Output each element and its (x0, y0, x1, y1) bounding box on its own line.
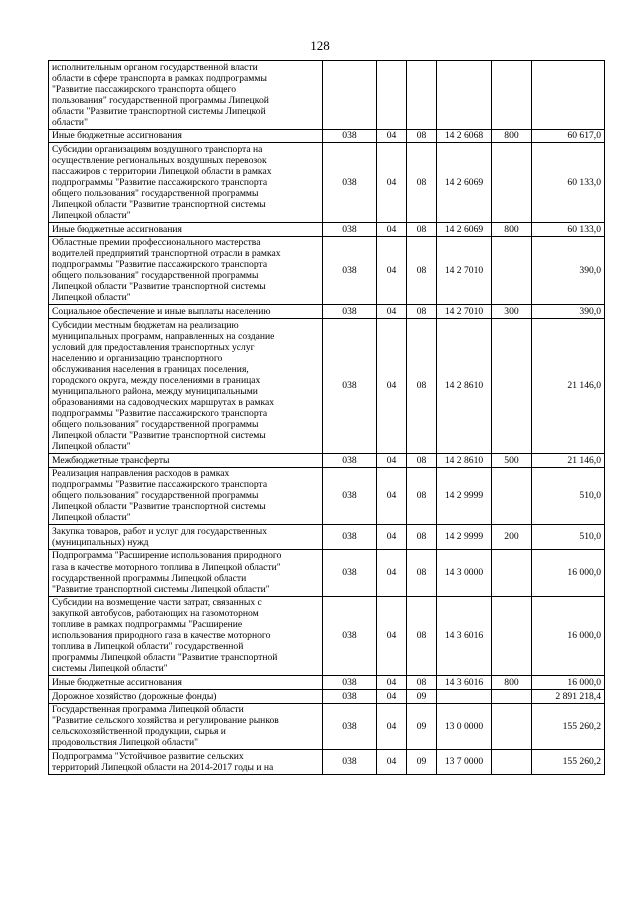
item-name-line: подпрограммы "Развитие пассажирского транспорта (52, 479, 268, 491)
table-row (49, 319, 605, 454)
section-code-cell (377, 61, 407, 130)
item-name-line: муниципального района, между муниципальными (52, 385, 258, 397)
item-name-line: исполнительным органом государственной власти (52, 61, 258, 73)
section-code-cell: 04 (377, 236, 407, 305)
item-name-line: области" (52, 116, 88, 128)
admin-code-cell: 038 (323, 549, 377, 596)
item-name-cell (49, 676, 323, 690)
item-name-line: подпрограммы "Развитие пассажирского транспорта (52, 259, 268, 271)
target-article-cell: 14 2 8610 (437, 319, 492, 454)
section-code-cell: 04 (377, 690, 407, 704)
item-name-line: программы Липецкой области "Развитие транспортной (52, 652, 278, 664)
item-name-line: Иные бюджетные ассигнования (52, 130, 182, 142)
item-name-cell (49, 223, 323, 237)
item-name-line: Липецкой области" (52, 210, 131, 222)
item-name-line: системы Липецкой области" (52, 663, 168, 675)
table-row (49, 236, 605, 305)
item-name-line: Социальное обеспечение и иные выплаты населению (52, 305, 271, 317)
amount-cell: 21 146,0 (532, 454, 605, 468)
section-code-cell: 04 (377, 223, 407, 237)
section-code-cell: 04 (377, 750, 407, 775)
item-name-line: "Развитие сельского хозяйства и регулирование рынков (52, 715, 279, 727)
section-code-cell: 04 (377, 129, 407, 143)
target-article-cell: 13 7 0000 (437, 750, 492, 775)
item-name-cell (49, 596, 323, 676)
item-name-line: государственной программы Липецкой области (52, 572, 247, 584)
table-row (49, 467, 605, 525)
expense-type-cell (492, 143, 532, 223)
subsection-code-cell: 08 (407, 129, 437, 143)
section-code-cell: 04 (377, 143, 407, 223)
item-name-cell (49, 703, 323, 750)
target-article-cell: 14 2 6069 (437, 223, 492, 237)
item-name-line: Дорожное хозяйство (дорожные фонды) (52, 690, 217, 702)
target-article-cell: 14 2 7010 (437, 236, 492, 305)
subsection-code-cell: 09 (407, 703, 437, 750)
expense-type-cell (492, 236, 532, 305)
item-name-line: Липецкой области "Развитие транспортной системы (52, 430, 266, 441)
item-name-cell (49, 690, 323, 704)
expense-type-cell (492, 319, 532, 454)
admin-code-cell: 038 (323, 454, 377, 468)
item-name-line: подпрограммы "Развитие пассажирского транспорта (52, 176, 268, 188)
table-row (49, 454, 605, 468)
item-name-line: Подпрограмма "Расширение использования природного (52, 550, 282, 562)
expense-type-cell: 800 (492, 129, 532, 143)
table-row (49, 596, 605, 676)
item-name-line: "Развитие пассажирского транспорта общего (52, 83, 237, 95)
target-article-cell (437, 690, 492, 704)
item-name-line: Липецкой области "Развитие транспортной системы (52, 501, 266, 513)
section-code-cell: 04 (377, 549, 407, 596)
item-name-line: Подпрограмма "Устойчивое развитие сельских (52, 750, 244, 762)
item-name-line: топлива в Липецкой области" государственной (52, 641, 244, 653)
item-name-line: (муниципальных) нужд (52, 536, 149, 548)
item-name-line: населению и организацию транспортного (52, 352, 223, 364)
subsection-code-cell: 08 (407, 454, 437, 468)
amount-cell (532, 61, 605, 130)
table-row (49, 525, 605, 550)
subsection-code-cell: 08 (407, 305, 437, 319)
section-code-cell: 04 (377, 467, 407, 525)
admin-code-cell: 038 (323, 676, 377, 690)
expense-type-cell: 300 (492, 305, 532, 319)
item-name-line: городского округа, между поселениями в границах (52, 374, 261, 386)
item-name-line: области "Развитие транспортной системы Липецкой (52, 105, 266, 117)
item-name-cell (49, 319, 323, 454)
item-name-line: Иные бюджетные ассигнования (52, 223, 182, 235)
table-row (49, 61, 605, 130)
expense-type-cell (492, 750, 532, 775)
table-row (49, 223, 605, 237)
target-article-cell: 14 2 9999 (437, 525, 492, 550)
item-name-line: Реализация направления расходов в рамках (52, 468, 230, 480)
item-name-line: Липецкой области" (52, 441, 131, 453)
page-number: 128 (310, 38, 330, 53)
amount-cell: 2 891 218,4 (532, 690, 605, 704)
item-name-cell (49, 129, 323, 143)
item-name-cell (49, 750, 323, 775)
admin-code-cell: 038 (323, 750, 377, 775)
item-name-line: общего пользования" государственной программы (52, 418, 259, 430)
admin-code-cell: 038 (323, 129, 377, 143)
target-article-cell: 14 2 7010 (437, 305, 492, 319)
amount-cell: 60 133,0 (532, 223, 605, 237)
item-name-cell (49, 454, 323, 468)
admin-code-cell: 038 (323, 236, 377, 305)
amount-cell: 60 133,0 (532, 143, 605, 223)
item-name-line: Государственная программа Липецкой области (52, 704, 244, 716)
expense-type-cell (492, 596, 532, 676)
amount-cell: 510,0 (532, 467, 605, 525)
table-row (49, 703, 605, 750)
subsection-code-cell: 08 (407, 143, 437, 223)
item-name-cell (49, 467, 323, 525)
item-name-line: общего пользования" государственной программы (52, 490, 259, 502)
budget-table (48, 60, 605, 775)
subsection-code-cell: 08 (407, 525, 437, 550)
item-name-line: Липецкой области" (52, 292, 131, 304)
admin-code-cell: 038 (323, 596, 377, 676)
amount-cell: 16 000,0 (532, 549, 605, 596)
item-name-line: "Развитие транспортной системы Липецкой области" (52, 583, 270, 595)
item-name-line: топливе в рамках подпрограммы "Расширение (52, 619, 243, 631)
expense-type-cell (492, 467, 532, 525)
table-row (49, 676, 605, 690)
expense-type-cell: 800 (492, 676, 532, 690)
admin-code-cell: 038 (323, 690, 377, 704)
item-name-cell (49, 236, 323, 305)
target-article-cell: 13 0 0000 (437, 703, 492, 750)
expense-type-cell: 500 (492, 454, 532, 468)
item-name-cell (49, 525, 323, 550)
subsection-code-cell: 09 (407, 750, 437, 775)
subsection-code-cell: 08 (407, 596, 437, 676)
admin-code-cell: 038 (323, 525, 377, 550)
section-code-cell: 04 (377, 703, 407, 750)
table-row (49, 690, 605, 704)
table-row (49, 750, 605, 775)
amount-cell: 21 146,0 (532, 319, 605, 454)
expense-type-cell (492, 690, 532, 704)
subsection-code-cell: 08 (407, 549, 437, 596)
subsection-code-cell: 08 (407, 223, 437, 237)
item-name-line: Липецкой области "Развитие транспортной системы (52, 199, 266, 211)
section-code-cell: 04 (377, 305, 407, 319)
item-name-line: водителей предприятий транспортной отрасли в рамках (52, 248, 281, 260)
section-code-cell: 04 (377, 676, 407, 690)
amount-cell: 390,0 (532, 305, 605, 319)
amount-cell: 16 000,0 (532, 596, 605, 676)
expense-type-cell (492, 703, 532, 750)
item-name-line: пользования" государственной программы Липецкой (52, 94, 269, 106)
amount-cell: 155 260,2 (532, 750, 605, 775)
amount-cell: 390,0 (532, 236, 605, 305)
table-row (49, 305, 605, 319)
amount-cell: 510,0 (532, 525, 605, 550)
amount-cell: 16 000,0 (532, 676, 605, 690)
item-name-line: Субсидии на возмещение части затрат, связанных с (52, 597, 262, 609)
target-article-cell: 14 3 6016 (437, 676, 492, 690)
section-code-cell: 04 (377, 525, 407, 550)
amount-cell: 60 617,0 (532, 129, 605, 143)
expense-type-cell: 200 (492, 525, 532, 550)
item-name-line: Липецкой области "Развитие транспортной системы (52, 281, 266, 293)
item-name-line: Иные бюджетные ассигнования (52, 676, 182, 688)
item-name-line: общего пользования" государственной программы (52, 188, 259, 200)
item-name-line: Субсидии организациям воздушного транспорта на (52, 143, 263, 155)
subsection-code-cell: 08 (407, 319, 437, 454)
target-article-cell: 14 3 6016 (437, 596, 492, 676)
admin-code-cell: 038 (323, 467, 377, 525)
table-row (49, 549, 605, 596)
item-name-line: обслуживания населения в границах поселения, (52, 363, 249, 375)
subsection-code-cell (407, 61, 437, 130)
subsection-code-cell: 08 (407, 676, 437, 690)
subsection-code-cell: 08 (407, 467, 437, 525)
item-name-cell (49, 549, 323, 596)
item-name-line: области в сфере транспорта в рамках подпрограммы (52, 72, 267, 84)
admin-code-cell: 038 (323, 143, 377, 223)
section-code-cell: 04 (377, 596, 407, 676)
item-name-line: Закупка товаров, работ и услуг для государственных (52, 525, 268, 537)
target-article-cell: 14 2 6068 (437, 129, 492, 143)
item-name-line: общего пользования" государственной программы (52, 270, 259, 282)
expense-type-cell: 800 (492, 223, 532, 237)
item-name-line: Межбюджетные трансферты (52, 454, 170, 466)
item-name-line: Субсидии местным бюджетам на реализацию (52, 319, 239, 331)
expense-type-cell (492, 549, 532, 596)
item-name-line: продовольствия Липецкой области" (52, 737, 199, 749)
item-name-line: образованиями на садоводческих маршрутах в рамках (52, 396, 275, 408)
expense-type-cell (492, 61, 532, 130)
target-article-cell (437, 61, 492, 130)
admin-code-cell: 038 (323, 703, 377, 750)
section-code-cell: 04 (377, 319, 407, 454)
item-name-line: Липецкой области" (52, 512, 131, 524)
budget-table-body (49, 61, 605, 775)
subsection-code-cell: 09 (407, 690, 437, 704)
item-name-line: муниципальных программ, направленных на создание (52, 330, 275, 342)
item-name-cell (49, 305, 323, 319)
item-name-line: подпрограммы "Развитие пассажирского транспорта (52, 407, 268, 419)
target-article-cell: 14 3 0000 (437, 549, 492, 596)
section-code-cell: 04 (377, 454, 407, 468)
item-name-cell (49, 61, 323, 130)
item-name-line: территорий Липецкой области на 2014-2017 годы и на (52, 761, 274, 773)
admin-code-cell (323, 61, 377, 130)
amount-cell: 155 260,2 (532, 703, 605, 750)
item-name-line: закупкой автобусов, работающих на газомоторном (52, 608, 259, 620)
item-name-line: условий для предоставления транспортных услуг (52, 341, 255, 353)
item-name-line: Областные премии профессионального мастерства (52, 237, 261, 249)
admin-code-cell: 038 (323, 305, 377, 319)
target-article-cell: 14 2 6069 (437, 143, 492, 223)
item-name-line: осуществление региональных воздушных перевозок (52, 154, 267, 166)
item-name-cell (49, 143, 323, 223)
target-article-cell: 14 2 8610 (437, 454, 492, 468)
target-article-cell: 14 2 9999 (437, 467, 492, 525)
admin-code-cell: 038 (323, 223, 377, 237)
admin-code-cell: 038 (323, 319, 377, 454)
table-row (49, 129, 605, 143)
item-name-line: газа в качестве моторного топлива в Липецкой области" (52, 561, 281, 573)
subsection-code-cell: 08 (407, 236, 437, 305)
item-name-line: сельскохозяйственной продукции, сырья и (52, 726, 226, 738)
item-name-line: использования природного газа в качестве моторного (52, 630, 271, 642)
item-name-line: пассажиров с территории Липецкой области в рамках (52, 165, 272, 177)
table-row (49, 143, 605, 223)
